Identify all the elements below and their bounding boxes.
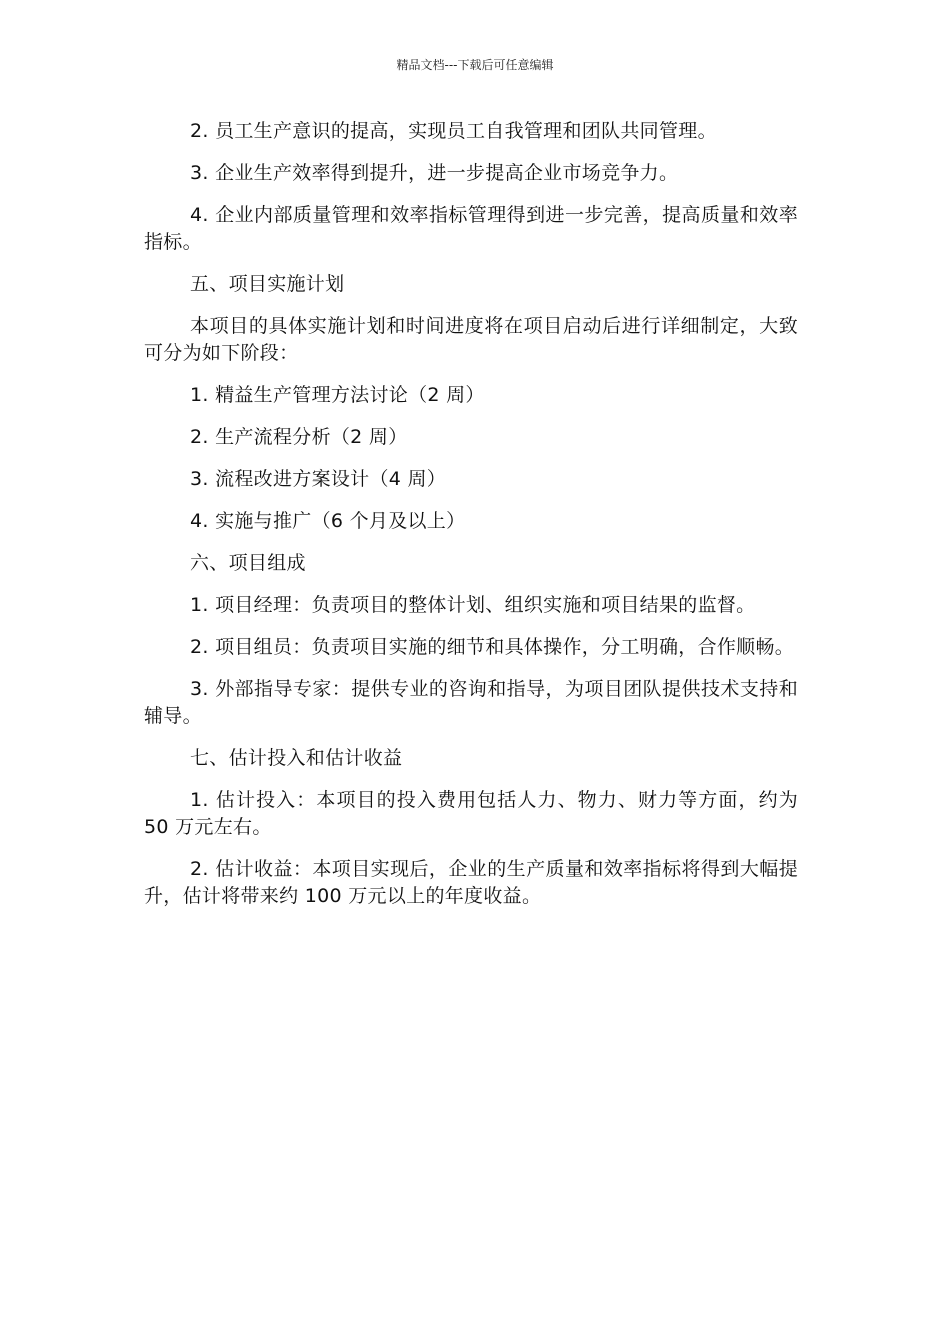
- phase-item-3: 3. 流程改进方案设计（4 周）: [190, 468, 447, 490]
- team-item-members: 2. 项目组员：负责项目实施的细节和具体操作，分工明确，合作顺畅。: [190, 636, 795, 658]
- estimate-investment: 1. 估计投入：本项目的投入费用包括人力、物力、财力等方面，约为 50 万元左右。: [144, 789, 798, 838]
- phase-item-1: 1. 精益生产管理方法讨论（2 周）: [190, 384, 485, 406]
- team-item-experts: 3. 外部指导专家：提供专业的咨询和指导，为项目团队提供技术支持和辅导。: [144, 678, 798, 727]
- page-header: 精品文档---下载后可任意编辑: [396, 58, 554, 72]
- phase-item-4: 4. 实施与推广（6 个月及以上）: [190, 510, 466, 532]
- section-heading-project-team: 六、项目组成: [190, 552, 306, 574]
- list-item-employee-awareness: 2. 员工生产意识的提高，实现员工自我管理和团队共同管理。: [190, 120, 717, 142]
- phase-item-2: 2. 生产流程分析（2 周）: [190, 426, 408, 448]
- estimate-return: 2. 估计收益：本项目实现后，企业的生产质量和效率指标将得到大幅提升，估计将带来约 100 万元以上的年度收益。: [144, 858, 798, 907]
- list-item-efficiency: 3. 企业生产效率得到提升，进一步提高企业市场竞争力。: [190, 162, 679, 184]
- list-item-quality-management: 4. 企业内部质量管理和效率指标管理得到进一步完善，提高质量和效率指标。: [144, 204, 798, 253]
- document-body: [144, 118, 798, 910]
- implementation-plan-intro: 本项目的具体实施计划和时间进度将在项目启动后进行详细制定，大致可分为如下阶段：: [144, 315, 798, 364]
- section-heading-implementation-plan: 五、项目实施计划: [190, 273, 345, 295]
- section-heading-investment-return: 七、估计投入和估计收益: [190, 747, 403, 769]
- team-item-manager: 1. 项目经理：负责项目的整体计划、组织实施和项目结果的监督。: [190, 594, 756, 616]
